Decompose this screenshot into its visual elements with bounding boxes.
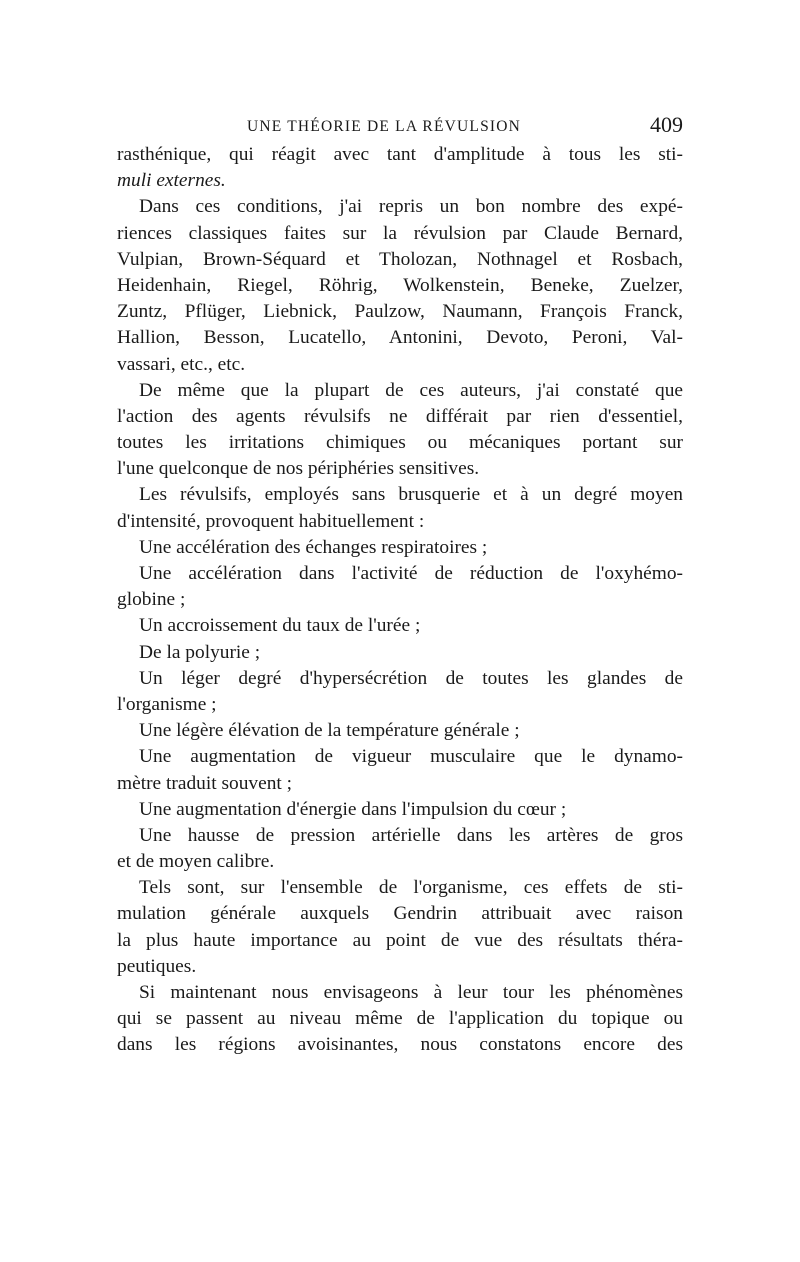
page-header [117, 112, 683, 142]
text-line [117, 168, 683, 194]
text-line: Dans ces conditions, j'ai repris un bon nombre des expé- [139, 196, 683, 218]
text-line: Une augmentation d'énergie dans l'impulsion du cœur ; [139, 798, 567, 820]
text-line: Heidenhain, Riegel, Röhrig, Wolkenstein, Beneke, Zuelzer, [117, 274, 683, 296]
text-line: dans les régions avoisinantes, nous constatons encore des [117, 1034, 683, 1056]
list-item [117, 640, 683, 666]
text-line: Une augmentation de vigueur musculaire que le dynamo- [139, 746, 683, 768]
text-line: la plus haute importance au point de vue des résultats théra- [117, 929, 683, 951]
text-line: Une accélération dans l'activité de réduction de l'oxyhémo- [139, 563, 683, 584]
text-line: Si maintenant nous envisageons à leur tour les phénomènes [139, 982, 683, 1003]
paragraph [117, 142, 683, 194]
text-line: riences classiques faites sur la révulsion par Claude Bernard, [117, 222, 683, 244]
text-line: Une légère élévation de la température générale ; [139, 720, 520, 742]
list-item [117, 613, 683, 639]
text-line: l'action des agents révulsifs ne différait par rien d'essentiel, [117, 405, 683, 427]
paragraph [117, 482, 683, 534]
list-item [117, 718, 683, 744]
text-line: globine ; [117, 589, 186, 611]
list-item [117, 535, 683, 561]
list-item [117, 744, 683, 796]
text-line: De la polyurie ; [139, 641, 261, 663]
list-item [117, 666, 683, 718]
text-line: Un accroissement du taux de l'urée ; [139, 615, 421, 637]
text-line: Une accélération des échanges respiratoires ; [139, 536, 488, 558]
text-line: mulation générale auxquels Gendrin attribuait avec raison [117, 903, 683, 925]
text-line: Zuntz, Pflüger, Liebnick, Paulzow, Naumann, François Franck, [117, 301, 683, 323]
book-page [117, 112, 683, 1059]
italic-text: muli externes. [117, 170, 226, 192]
text-line: d'intensité, provoquent habituellement : [117, 510, 425, 532]
list-item [117, 823, 683, 875]
paragraph [117, 980, 683, 1059]
text-line: Hallion, Besson, Lucatello, Antonini, Devoto, Peroni, Val- [117, 327, 683, 349]
text-line: rasthénique, qui réagit avec tant d'amplitude à tous les sti- [117, 144, 683, 165]
text-line: mètre traduit souvent ; [117, 772, 293, 794]
text-line: toutes les irritations chimiques ou mécaniques portant sur [117, 432, 683, 454]
paragraph [117, 378, 683, 483]
text-line: Tels sont, sur l'ensemble de l'organisme, ces effets de sti- [139, 877, 683, 899]
list-item [117, 561, 683, 613]
body-text [117, 142, 683, 1059]
text-line: Les révulsifs, employés sans brusquerie et à un degré moyen [139, 484, 683, 506]
text-line: Vulpian, Brown-Séquard et Tholozan, Nothnagel et Rosbach, [117, 248, 683, 270]
text-line: Une hausse de pression artérielle dans les artères de gros [139, 824, 683, 846]
list-item [117, 797, 683, 823]
page-number: 409 [650, 112, 683, 137]
paragraph [117, 875, 683, 980]
text-line: Un léger degré d'hypersécrétion de toutes les glandes de [139, 667, 683, 689]
text-line: vassari, etc., etc. [117, 353, 246, 375]
text-line: peutiques. [117, 955, 197, 977]
paragraph [117, 194, 683, 377]
running-title: UNE THÉORIE DE LA RÉVULSION [247, 118, 522, 135]
text-line: De même que la plupart de ces auteurs, j'ai constaté que [139, 379, 683, 401]
text-line: et de moyen calibre. [117, 851, 275, 873]
text-line: l'une quelconque de nos périphéries sensitives. [117, 458, 480, 480]
text-line: qui se passent au niveau même de l'application du topique ou [117, 1008, 683, 1030]
text-line: l'organisme ; [117, 693, 217, 715]
